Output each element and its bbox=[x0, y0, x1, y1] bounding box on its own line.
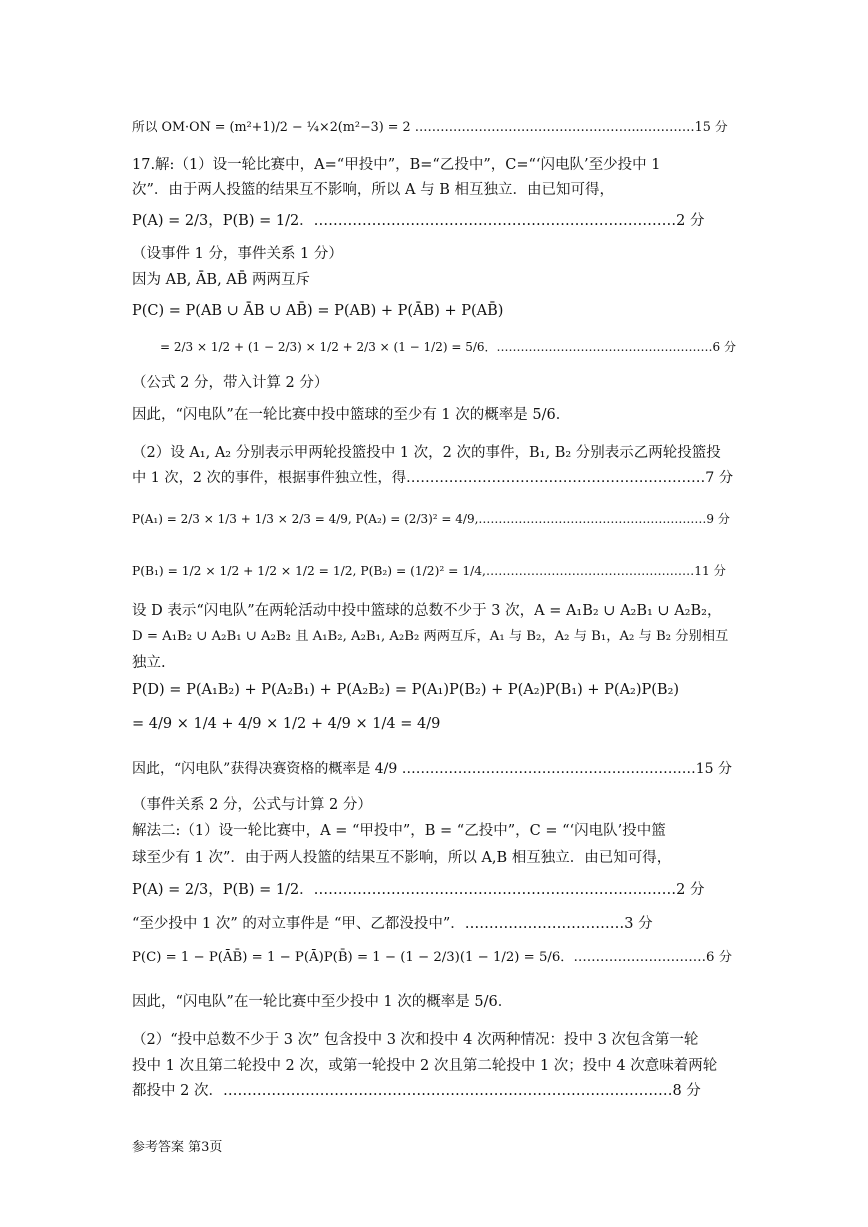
line-6: 因为 AB, ĀB, AB̄ 两两互斥 bbox=[132, 272, 311, 288]
line-28: （2）“投中总数不少于 3 次” 包含投中 3 次和投中 4 次两种情况：投中 3 次包含第一轮 bbox=[132, 1032, 699, 1048]
line-10: 因此，“闪电队”在一轮比赛中投中篮球的至少有 1 次的概率是 5/6． bbox=[132, 407, 571, 423]
line-24: P(A) = 2/3，P(B) = 1/2．…………………………………………………………………2 分 bbox=[132, 882, 705, 898]
line-27: 因此，“闪电队”在一轮比赛中至少投中 1 次的概率是 5/6． bbox=[132, 994, 513, 1010]
line-11: （2）设 A₁, A₂ 分别表示甲两轮投篮投中 1 次，2 次的事件，B₁, B₂ 分别表示乙两轮投篮投 bbox=[132, 445, 721, 461]
line-25: “至少投中 1 次” 的对立事件是 “甲、乙都没投中”．……………………………3 分 bbox=[132, 916, 653, 932]
line-9: （公式 2 分，带入计算 2 分） bbox=[132, 375, 329, 391]
line-16: D = A₁B₂ ∪ A₂B₁ ∪ A₂B₂ 且 A₁B₂, A₂B₁, A₂B₂ 两两互斥，A₁ 与 B₂，A₂ 与 B₁，A₂ 与 B₂ 分别相互 bbox=[132, 629, 729, 644]
line-22: 解法二:（1）设一轮比赛中，A = “甲投中”，B = “乙投中”，C = “‘闪电队’投中篮 bbox=[132, 823, 666, 839]
line-5: （设事件 1 分，事件关系 1 分） bbox=[132, 246, 343, 262]
line-13: P(A₁) = 2/3 × 1/3 + 1/3 × 2/3 = 4/9, P(A₂) = (2/3)² = 4/9,…………………………………………………9 分 bbox=[132, 512, 730, 526]
line-17: 独立. bbox=[132, 655, 166, 671]
line-18: P(D) = P(A₁B₂) + P(A₂B₁) + P(A₂B₂) = P(A₁)P(B₂) + P(A₂)P(B₁) + P(A₂)P(B₂) bbox=[132, 682, 680, 698]
line-21: （事件关系 2 分，公式与计算 2 分） bbox=[132, 797, 372, 813]
page-footer: 参考答案 第3页 bbox=[132, 1140, 223, 1155]
line-19: = 4/9 × 1/4 + 4/9 × 1/2 + 4/9 × 1/4 = 4/9 bbox=[132, 716, 441, 732]
line-12: 中 1 次，2 次的事件，根据事件独立性，得………………………………………………………7 分 bbox=[132, 470, 734, 486]
line-7: P(C) = P(AB ∪ ĀB ∪ AB̄) = P(AB) + P(ĀB) + P(AB̄) bbox=[132, 303, 504, 319]
line-8: = 2/3 × 1/2 + (1 − 2/3) × 1/2 + 2/3 × (1 − 1/2) = 5/6．………………………………………………6 分 bbox=[160, 340, 736, 354]
line-15: 设 D 表示“闪电队”在两轮活动中投中篮球的总数不少于 3 次，A = A₁B₂ ∪ A₂B₁ ∪ A₂B₂， bbox=[132, 603, 722, 619]
line-26: P(C) = 1 − P(ĀB̄) = 1 − P(Ā)P(B̄) = 1 − (1 − 2/3)(1 − 1/2) = 5/6．…………………………6 分 bbox=[132, 950, 732, 965]
line-23: 球至少有 1 次”．由于两人投篮的结果互不影响，所以 A,B 相互独立．由已知可得， bbox=[132, 850, 672, 866]
line-4: P(A) = 2/3，P(B) = 1/2．…………………………………………………………………2 分 bbox=[132, 213, 705, 229]
line-3: 次”．由于两人投篮的结果互不影响，所以 A 与 B 相互独立．由已知可得， bbox=[132, 182, 614, 198]
line-14: P(B₁) = 1/2 × 1/2 + 1/2 × 1/2 = 1/2, P(B₂) = (1/2)² = 1/4,……………………………………………11 分 bbox=[132, 564, 726, 578]
line-30: 都投中 2 次．…………………………………………………………………………………8 分 bbox=[132, 1083, 701, 1099]
line-1: 所以 OM·ON = (m²+1)/2 − ¼×2(m²−3) = 2 ……………………………………………...…………15 分 bbox=[132, 120, 728, 135]
line-2: 17.解:（1）设一轮比赛中，A=“甲投中”，B=“乙投中”，C=“‘闪电队’至少投中 1 bbox=[132, 157, 661, 173]
line-20: 因此，“闪电队”获得决赛资格的概率是 4/9 ………………………………………………………15 分 bbox=[132, 761, 733, 777]
line-29: 投中 1 次且第二轮投中 2 次，或第一轮投中 2 次且第二轮投中 1 次；投中 4 次意味着两轮 bbox=[132, 1058, 718, 1074]
